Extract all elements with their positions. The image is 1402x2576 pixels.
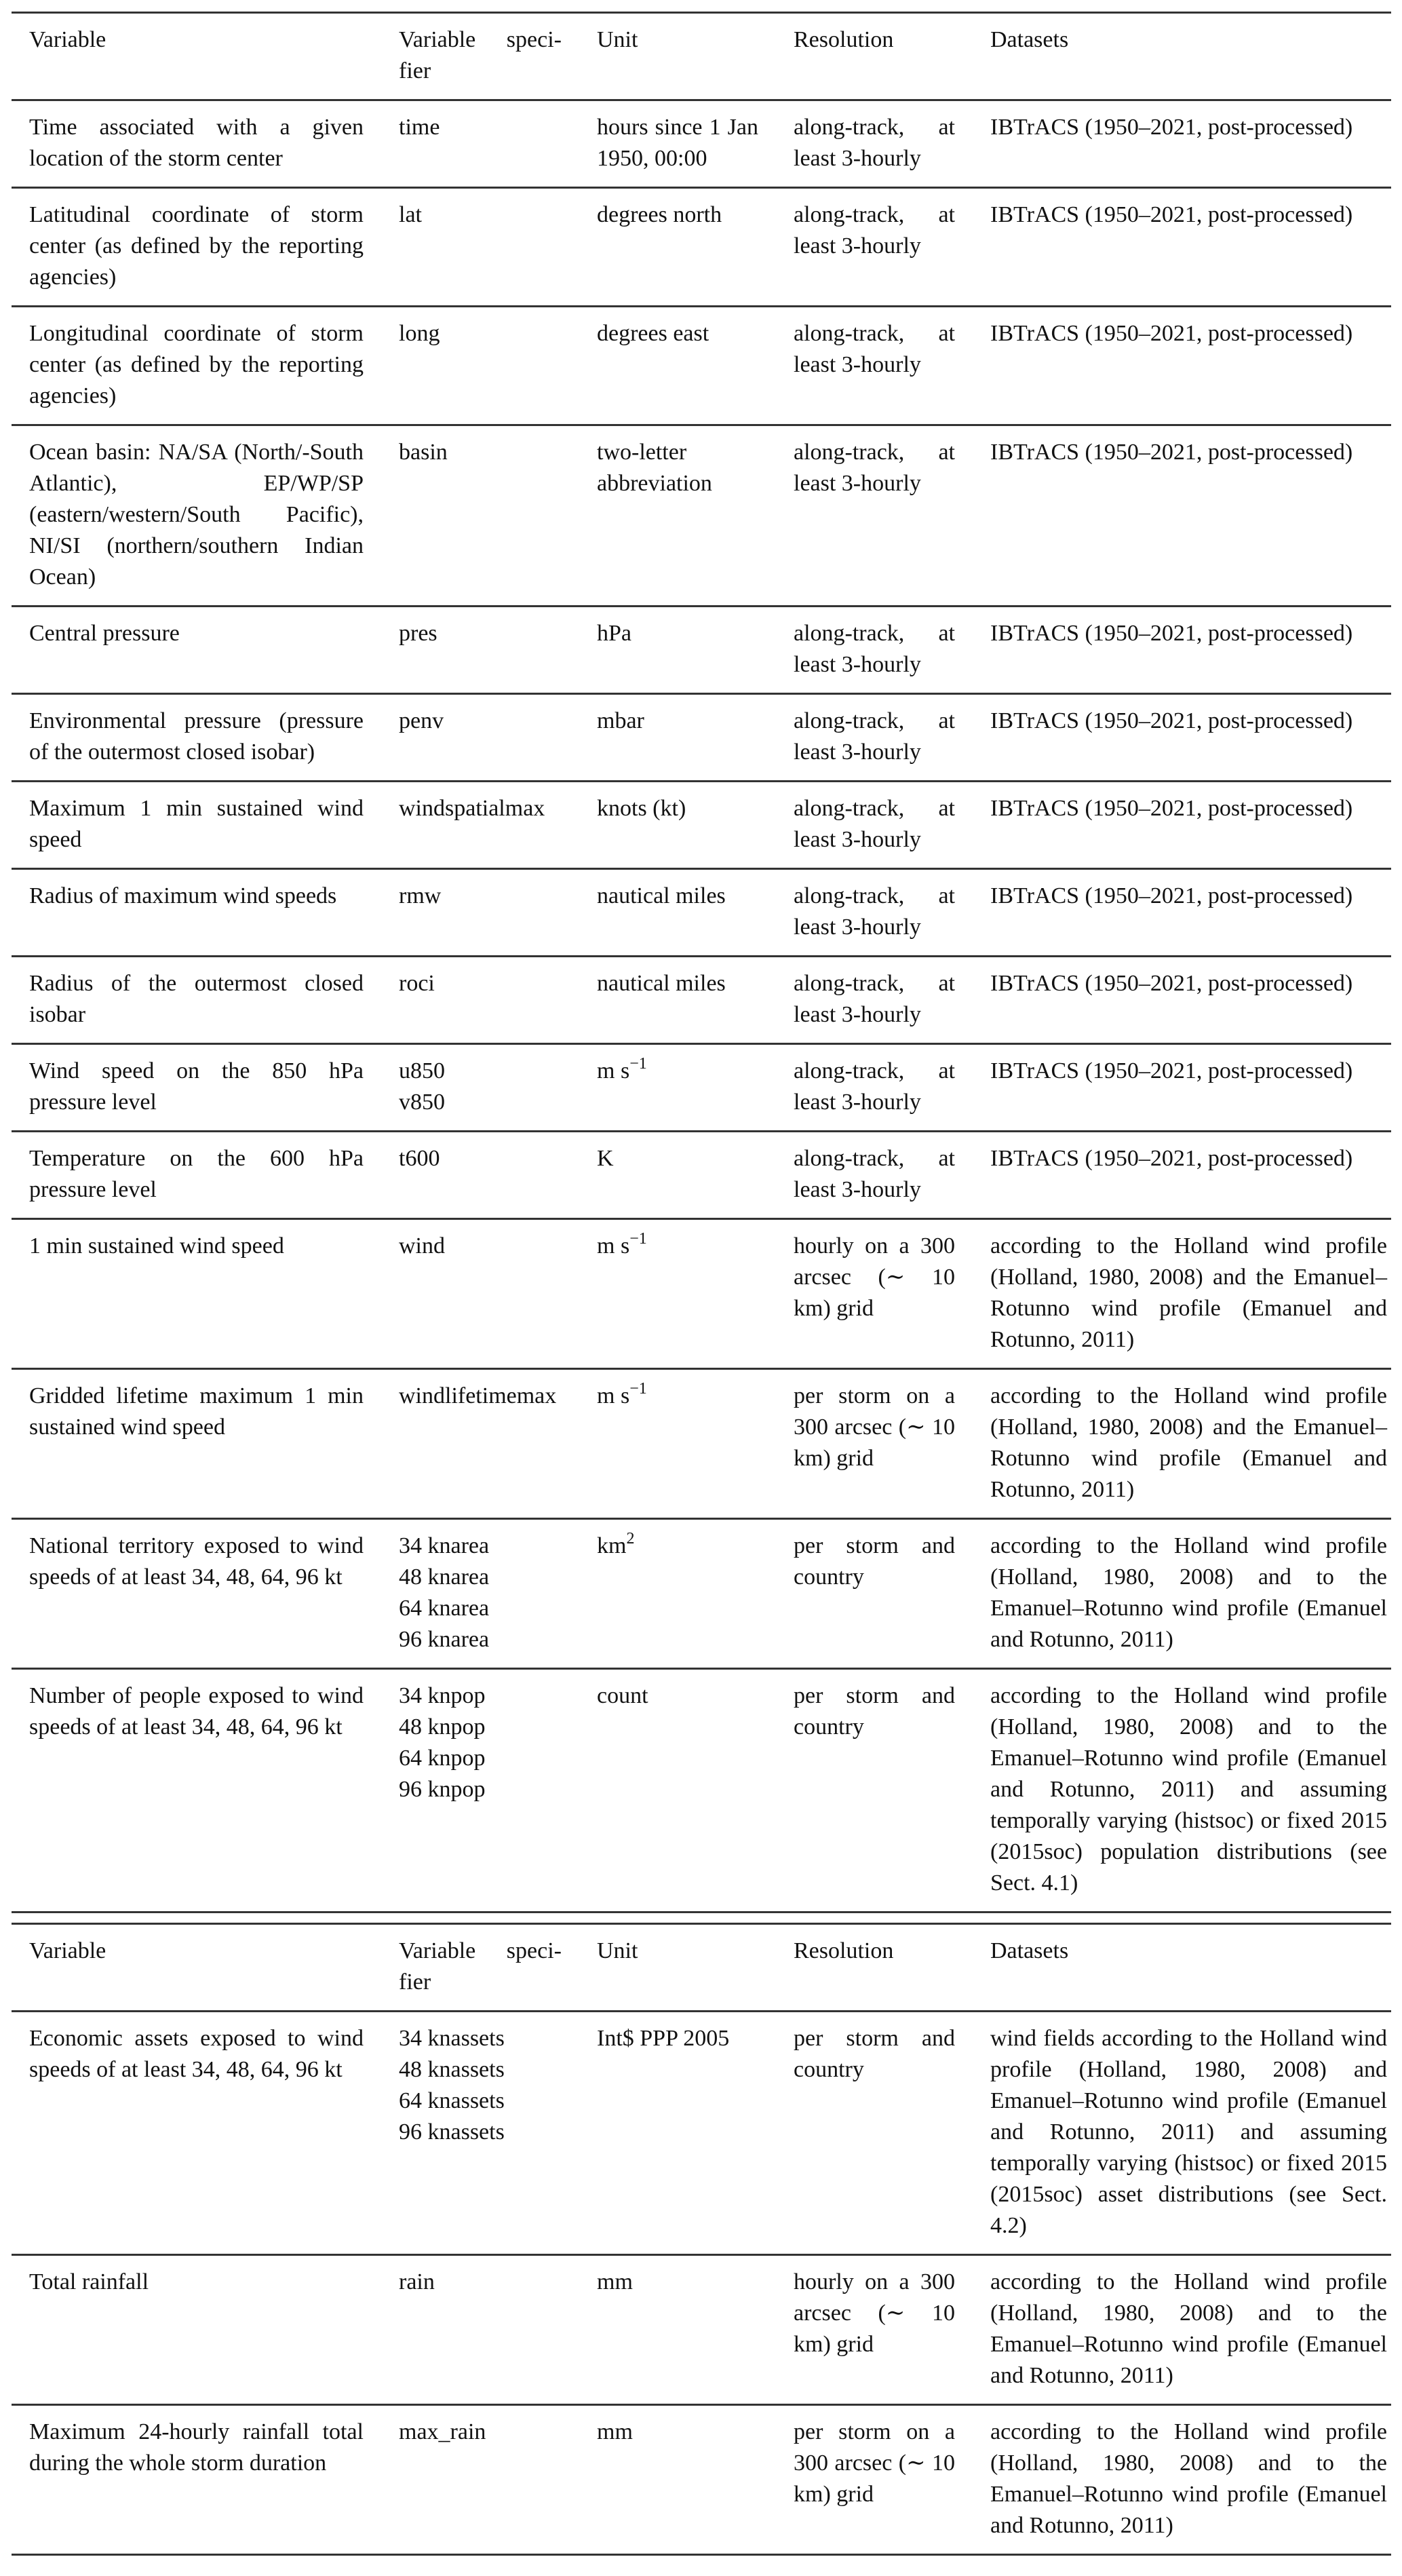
cell-unit xyxy=(579,2012,776,2255)
cell-datasets: according to the Holland wind profile (Holland, 1980, 2008) and the Emanuel–Rotunno wind profile (Emanuel and Rotunno, 2011) xyxy=(973,1219,1391,1369)
table-row xyxy=(12,307,1391,425)
cell-specifier xyxy=(381,1219,579,1369)
table-row xyxy=(12,957,1391,1044)
table-row xyxy=(12,1669,1391,1912)
header-unit: Unit xyxy=(579,1924,776,2012)
cell-resolution: per storm and country xyxy=(776,1669,973,1912)
cell-specifier xyxy=(381,2405,579,2555)
table-row xyxy=(12,2255,1391,2405)
unit-value: mm xyxy=(597,2269,633,2294)
header-resolution: Resolution xyxy=(776,13,973,100)
cell-datasets: according to the Holland wind profile (Holland, 1980, 2008) and to the Emanuel–Rotunno wind profile (Emanuel and Rotunno, 2011) xyxy=(973,2255,1391,2405)
unit-value: two-letter abbreviation xyxy=(597,440,712,496)
cell-datasets: IBTrACS (1950–2021, post-processed) xyxy=(973,307,1391,425)
specifier-value: 48 knassets xyxy=(399,2057,505,2082)
unit-value: m s xyxy=(597,1058,630,1083)
unit-value: mm xyxy=(597,2419,633,2444)
cell-specifier xyxy=(381,2012,579,2255)
cell-datasets: IBTrACS (1950–2021, post-processed) xyxy=(973,425,1391,607)
unit-value: m s xyxy=(597,1383,630,1408)
cell-datasets: wind fields according to the Holland wind profile (Holland, 1980, 2008) and Emanuel–Rotunno wind profile (Emanuel and Rotunno, 2011) and assuming temporally varying (histsoc) or fixed 2015 (2015soc) asset distributions (see Sect. 4.2) xyxy=(973,2012,1391,2255)
header-datasets: Datasets xyxy=(973,1924,1391,2012)
cell-unit xyxy=(579,1519,776,1669)
table-row xyxy=(12,1219,1391,1369)
table-body xyxy=(12,2012,1391,2555)
unit-value: hPa xyxy=(597,621,631,646)
cell-resolution: per storm and country xyxy=(776,2012,973,2255)
specifier-value: 96 knarea xyxy=(399,1627,490,1652)
cell-specifier xyxy=(381,1132,579,1219)
unit-exponent: −1 xyxy=(629,1379,647,1398)
cell-resolution: per storm on a 300 arcsec (∼ 10 km) grid xyxy=(776,1369,973,1519)
cell-variable: Gridded lifetime maximum 1 min sustained wind speed xyxy=(12,1369,381,1519)
specifier-value: wind xyxy=(399,1233,445,1258)
specifier-value: 48 knarea xyxy=(399,1564,490,1590)
cell-variable: Radius of maximum wind speeds xyxy=(12,869,381,957)
cell-variable: Radius of the outermost closed isobar xyxy=(12,957,381,1044)
variables-table-part-2 xyxy=(12,1923,1391,2556)
specifier-value: windlifetimemax xyxy=(399,1383,557,1408)
cell-resolution: per storm on a 300 arcsec (∼ 10 km) grid xyxy=(776,2405,973,2555)
cell-resolution: along-track, at least 3-hourly xyxy=(776,694,973,782)
cell-specifier xyxy=(381,307,579,425)
cell-specifier xyxy=(381,607,579,694)
cell-unit xyxy=(579,425,776,607)
specifier-value: 64 knpop xyxy=(399,1746,486,1771)
specifier-value: t600 xyxy=(399,1146,440,1171)
header-row xyxy=(12,13,1391,100)
header-specifier: Variable speci- fier xyxy=(381,13,579,100)
unit-value: km xyxy=(597,1533,627,1558)
cell-unit xyxy=(579,782,776,869)
cell-variable: National territory exposed to wind speeds of at least 34, 48, 64, 96 kt xyxy=(12,1519,381,1669)
cell-variable: Economic assets exposed to wind speeds of at least 34, 48, 64, 96 kt xyxy=(12,2012,381,2255)
cell-specifier xyxy=(381,1519,579,1669)
cell-unit xyxy=(579,1669,776,1912)
table-row xyxy=(12,1519,1391,1669)
cell-variable: Central pressure xyxy=(12,607,381,694)
header-unit: Unit xyxy=(579,13,776,100)
specifier-value: basin xyxy=(399,440,448,465)
header-resolution: Resolution xyxy=(776,1924,973,2012)
cell-specifier xyxy=(381,694,579,782)
cell-specifier xyxy=(381,957,579,1044)
cell-specifier xyxy=(381,1669,579,1912)
cell-datasets: according to the Holland wind profile (Holland, 1980, 2008) and to the Emanuel–Rotunno wind profile (Emanuel and Rotunno, 2011) xyxy=(973,2405,1391,2555)
cell-datasets: IBTrACS (1950–2021, post-processed) xyxy=(973,694,1391,782)
cell-specifier xyxy=(381,1044,579,1132)
specifier-value: 96 knpop xyxy=(399,1777,486,1802)
unit-value: count xyxy=(597,1683,648,1708)
table-row xyxy=(12,607,1391,694)
cell-resolution: along-track, at least 3-hourly xyxy=(776,1044,973,1132)
cell-specifier xyxy=(381,1369,579,1519)
header-specifier: Variable speci- fier xyxy=(381,1924,579,2012)
cell-variable: Number of people exposed to wind speeds of at least 34, 48, 64, 96 kt xyxy=(12,1669,381,1912)
specifier-value: 96 knassets xyxy=(399,2119,505,2145)
cell-resolution: along-track, at least 3-hourly xyxy=(776,782,973,869)
cell-specifier xyxy=(381,782,579,869)
cell-variable: 1 min sustained wind speed xyxy=(12,1219,381,1369)
header-row xyxy=(12,1924,1391,2012)
unit-value: hours since 1 Jan 1950, 00:00 xyxy=(597,115,758,171)
cell-datasets: IBTrACS (1950–2021, post-processed) xyxy=(973,782,1391,869)
specifier-value: 34 knarea xyxy=(399,1533,490,1558)
specifier-value: u850 xyxy=(399,1058,445,1083)
specifier-value: 64 knassets xyxy=(399,2088,505,2113)
cell-datasets: IBTrACS (1950–2021, post-processed) xyxy=(973,188,1391,307)
cell-resolution: per storm and country xyxy=(776,1519,973,1669)
table-break-gap xyxy=(12,1913,1391,1923)
cell-resolution: along-track, at least 3-hourly xyxy=(776,188,973,307)
specifier-value: 34 knpop xyxy=(399,1683,486,1708)
cell-datasets: according to the Holland wind profile (Holland, 1980, 2008) and to the Emanuel–Rotunno wind profile (Emanuel and Rotunno, 2011) and assuming temporally varying (histsoc) or fixed 2015 (2015soc) population distributions (see Sect. 4.1) xyxy=(973,1669,1391,1912)
variables-table-part-1 xyxy=(12,12,1391,1913)
cell-variable: Wind speed on the 850 hPa pressure level xyxy=(12,1044,381,1132)
specifier-value: windspatialmax xyxy=(399,796,545,821)
cell-variable: Ocean basin: NA/SA (North/-South Atlantic), EP/WP/SP (eastern/western/South Pacific), NI/SI (northern/southern Indian Ocean) xyxy=(12,425,381,607)
cell-unit xyxy=(579,869,776,957)
cell-resolution: along-track, at least 3-hourly xyxy=(776,307,973,425)
cell-specifier xyxy=(381,100,579,188)
unit-value: degrees east xyxy=(597,321,709,346)
cell-resolution: along-track, at least 3-hourly xyxy=(776,607,973,694)
cell-unit xyxy=(579,957,776,1044)
table-row xyxy=(12,1044,1391,1132)
cell-variable: Time associated with a given location of the storm center xyxy=(12,100,381,188)
table-header-continued xyxy=(12,1924,1391,2012)
specifier-value: 34 knassets xyxy=(399,2026,505,2051)
specifier-value: long xyxy=(399,321,440,346)
unit-value: knots (kt) xyxy=(597,796,686,821)
table-body xyxy=(12,100,1391,1912)
cell-resolution: along-track, at least 3-hourly xyxy=(776,425,973,607)
table-header xyxy=(12,13,1391,100)
cell-unit xyxy=(579,1369,776,1519)
specifier-value: penv xyxy=(399,708,444,733)
cell-specifier xyxy=(381,2255,579,2405)
cell-unit xyxy=(579,188,776,307)
unit-value: Int$ PPP 2005 xyxy=(597,2026,730,2051)
cell-resolution: along-track, at least 3-hourly xyxy=(776,869,973,957)
cell-unit xyxy=(579,694,776,782)
unit-exponent: 2 xyxy=(626,1529,635,1547)
cell-variable: Maximum 1 min sustained wind speed xyxy=(12,782,381,869)
specifier-value: rain xyxy=(399,2269,435,2294)
unit-exponent: −1 xyxy=(629,1054,647,1073)
specifier-value: 48 knpop xyxy=(399,1714,486,1739)
cell-resolution: along-track, at least 3-hourly xyxy=(776,957,973,1044)
cell-specifier xyxy=(381,869,579,957)
header-variable: Variable xyxy=(12,13,381,100)
cell-resolution: hourly on a 300 arcsec (∼ 10 km) grid xyxy=(776,2255,973,2405)
cell-unit xyxy=(579,2405,776,2555)
table-row xyxy=(12,782,1391,869)
cell-variable: Temperature on the 600 hPa pressure level xyxy=(12,1132,381,1219)
cell-specifier xyxy=(381,425,579,607)
cell-datasets: according to the Holland wind profile (Holland, 1980, 2008) and the Emanuel–Rotunno wind profile (Emanuel and Rotunno, 2011) xyxy=(973,1369,1391,1519)
unit-value: nautical miles xyxy=(597,883,726,908)
unit-value: nautical miles xyxy=(597,971,726,996)
cell-variable: Total rainfall xyxy=(12,2255,381,2405)
specifier-value: pres xyxy=(399,621,437,646)
cell-unit xyxy=(579,100,776,188)
table-row xyxy=(12,694,1391,782)
specifier-value: v850 xyxy=(399,1090,445,1115)
cell-datasets: IBTrACS (1950–2021, post-processed) xyxy=(973,869,1391,957)
unit-exponent: −1 xyxy=(629,1229,647,1248)
cell-variable: Latitudinal coordinate of storm center (as defined by the reporting agencies) xyxy=(12,188,381,307)
specifier-value: rmw xyxy=(399,883,442,908)
table-row xyxy=(12,100,1391,188)
cell-variable: Longitudinal coordinate of storm center (as defined by the reporting agencies) xyxy=(12,307,381,425)
cell-resolution: along-track, at least 3-hourly xyxy=(776,100,973,188)
bottom-margin xyxy=(12,2556,1391,2576)
specifier-value: lat xyxy=(399,202,422,227)
cell-variable: Environmental pressure (pressure of the outermost closed isobar) xyxy=(12,694,381,782)
cell-datasets: IBTrACS (1950–2021, post-processed) xyxy=(973,607,1391,694)
cell-datasets: IBTrACS (1950–2021, post-processed) xyxy=(973,100,1391,188)
cell-datasets: according to the Holland wind profile (Holland, 1980, 2008) and to the Emanuel–Rotunno wind profile (Emanuel and Rotunno, 2011) xyxy=(973,1519,1391,1669)
table-row xyxy=(12,188,1391,307)
cell-variable: Maximum 24-hourly rainfall total during the whole storm duration xyxy=(12,2405,381,2555)
table-row xyxy=(12,869,1391,957)
cell-unit xyxy=(579,307,776,425)
table-row xyxy=(12,2012,1391,2255)
table-row xyxy=(12,425,1391,607)
unit-value: degrees north xyxy=(597,202,722,227)
header-variable: Variable xyxy=(12,1924,381,2012)
cell-datasets: IBTrACS (1950–2021, post-processed) xyxy=(973,957,1391,1044)
unit-value: mbar xyxy=(597,708,644,733)
cell-unit xyxy=(579,607,776,694)
cell-resolution: hourly on a 300 arcsec (∼ 10 km) grid xyxy=(776,1219,973,1369)
cell-unit xyxy=(579,1132,776,1219)
table-row xyxy=(12,2405,1391,2555)
cell-datasets: IBTrACS (1950–2021, post-processed) xyxy=(973,1132,1391,1219)
cell-datasets: IBTrACS (1950–2021, post-processed) xyxy=(973,1044,1391,1132)
cell-unit xyxy=(579,1219,776,1369)
cell-unit xyxy=(579,1044,776,1132)
cell-resolution: along-track, at least 3-hourly xyxy=(776,1132,973,1219)
cell-specifier xyxy=(381,188,579,307)
table-row xyxy=(12,1132,1391,1219)
table-row xyxy=(12,1369,1391,1519)
specifier-value: time xyxy=(399,115,440,140)
specifier-value: max_rain xyxy=(399,2419,486,2444)
header-datasets: Datasets xyxy=(973,13,1391,100)
specifier-value: roci xyxy=(399,971,435,996)
cell-unit xyxy=(579,2255,776,2405)
unit-value: K xyxy=(597,1146,614,1171)
specifier-value: 64 knarea xyxy=(399,1596,490,1621)
unit-value: m s xyxy=(597,1233,630,1258)
